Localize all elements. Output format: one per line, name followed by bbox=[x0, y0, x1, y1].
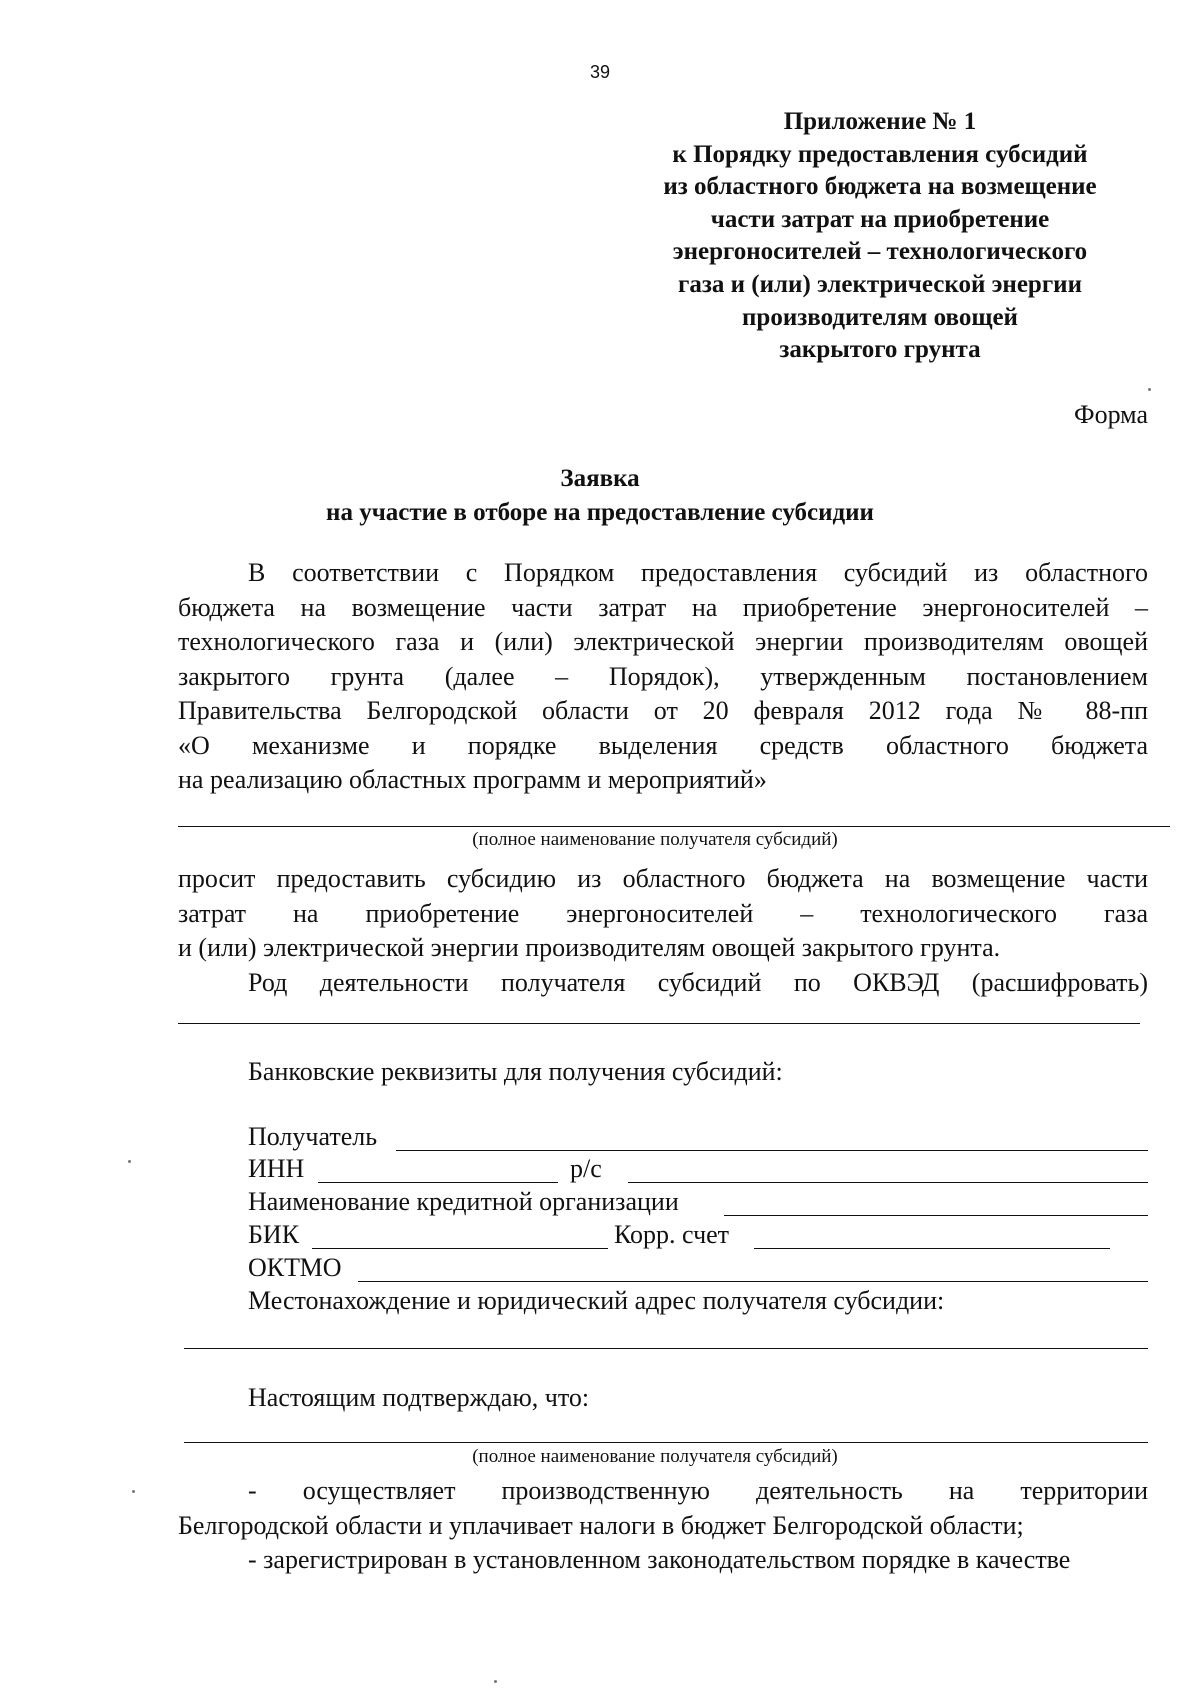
recipient-name-caption: (полное наименование получателя субсидий) bbox=[472, 829, 838, 850]
page-number: 39 bbox=[589, 62, 611, 82]
corr-account-label: Корр. счет bbox=[614, 1220, 730, 1249]
recipient-label: Получатель bbox=[248, 1122, 378, 1151]
annex-line: производителям овощей bbox=[742, 303, 1018, 331]
document-title bbox=[0, 462, 1200, 530]
oktmo-label: ОКТМО bbox=[248, 1253, 342, 1282]
annex-line: части затрат на приобретение bbox=[710, 205, 1050, 233]
recipient-name-field[interactable] bbox=[178, 826, 1170, 827]
intro-line: «О механизме и порядке выделения средств областного бюджета bbox=[178, 730, 1148, 760]
intro-line: В соответствии с Порядком предоставления субсидий из областного bbox=[248, 558, 1148, 587]
title-line-1: Заявка bbox=[560, 465, 640, 492]
annex-header bbox=[600, 106, 1160, 367]
annex-line: Приложение № 1 bbox=[783, 108, 977, 135]
annex-line: к Порядку предоставления субсидий bbox=[672, 140, 1088, 168]
form-label: Форма bbox=[1074, 400, 1148, 429]
recipient-field[interactable] bbox=[396, 1150, 1148, 1151]
inn-label: ИНН bbox=[248, 1154, 305, 1183]
scan-speck bbox=[132, 1490, 135, 1493]
bik-field[interactable] bbox=[312, 1248, 608, 1249]
request-line: просит предоставить субсидию из областного бюджета на возмещение части bbox=[178, 864, 1148, 893]
confirm-item-2-line: - зарегистрирован в установленном законодательством порядке в качестве bbox=[248, 1545, 1071, 1574]
confirm-item-1-line: - осуществляет производственную деятельность на территории bbox=[248, 1476, 1148, 1505]
confirm-recipient-caption: (полное наименование получателя субсидий) bbox=[472, 1446, 838, 1467]
confirm-heading: Настоящим подтверждаю, что: bbox=[248, 1383, 590, 1412]
scan-speck bbox=[1148, 388, 1151, 391]
title-line-2: на участие в отборе на предоставление субсидии bbox=[326, 499, 874, 526]
annex-line: из областного бюджета на возмещение bbox=[663, 173, 1097, 201]
credit-org-field[interactable] bbox=[724, 1215, 1148, 1216]
annex-line: закрытого грунта bbox=[779, 336, 981, 364]
oktmo-field[interactable] bbox=[358, 1281, 1148, 1282]
intro-line: закрытого грунта (далее – Порядок), утвержденным постановлением bbox=[178, 661, 1148, 691]
bank-heading: Банковские реквизиты для получения субсидий: bbox=[248, 1057, 783, 1086]
address-field[interactable] bbox=[184, 1348, 1148, 1349]
confirm-items bbox=[178, 1474, 1148, 1578]
scan-speck bbox=[128, 1160, 131, 1163]
okved-field[interactable] bbox=[178, 1023, 1140, 1024]
confirm-item-1-line: Белгородской области и уплачивает налоги в бюджет Белгородской области; bbox=[178, 1510, 1024, 1540]
address-label: Местонахождение и юридический адрес получателя субсидии: bbox=[248, 1286, 945, 1315]
request-line: затрат на приобретение энергоносителей – технологического газа bbox=[178, 898, 1148, 928]
intro-line: на реализацию областных программ и мероприятий» bbox=[178, 765, 767, 794]
request-paragraph bbox=[178, 862, 1148, 1000]
account-field[interactable] bbox=[628, 1182, 1148, 1183]
credit-org-label: Наименование кредитной организации bbox=[248, 1187, 679, 1216]
account-label: р/с bbox=[570, 1154, 602, 1183]
bik-label: БИК bbox=[248, 1220, 300, 1249]
inn-field[interactable] bbox=[318, 1182, 558, 1183]
intro-line: Правительства Белгородской области от 20 февраля 2012 года № 88-пп bbox=[178, 696, 1148, 725]
intro-line: бюджета на возмещение части затрат на приобретение энергоносителей – bbox=[178, 592, 1148, 622]
request-line: и (или) электрической энергии производителям овощей закрытого грунта. bbox=[178, 933, 1001, 962]
scan-speck bbox=[494, 1680, 497, 1683]
intro-line: технологического газа и (или) электрической энергии производителям овощей bbox=[178, 627, 1148, 656]
confirm-recipient-field[interactable] bbox=[184, 1442, 1148, 1443]
corr-account-field[interactable] bbox=[754, 1248, 1110, 1249]
intro-paragraph bbox=[178, 556, 1148, 798]
annex-line: энергоносителей – технологического bbox=[672, 238, 1088, 266]
annex-line: газа и (или) электрической энергии bbox=[677, 270, 1082, 298]
okved-line: Род деятельности получателя субсидий по ОКВЭД (расшифровать) bbox=[248, 967, 1148, 997]
